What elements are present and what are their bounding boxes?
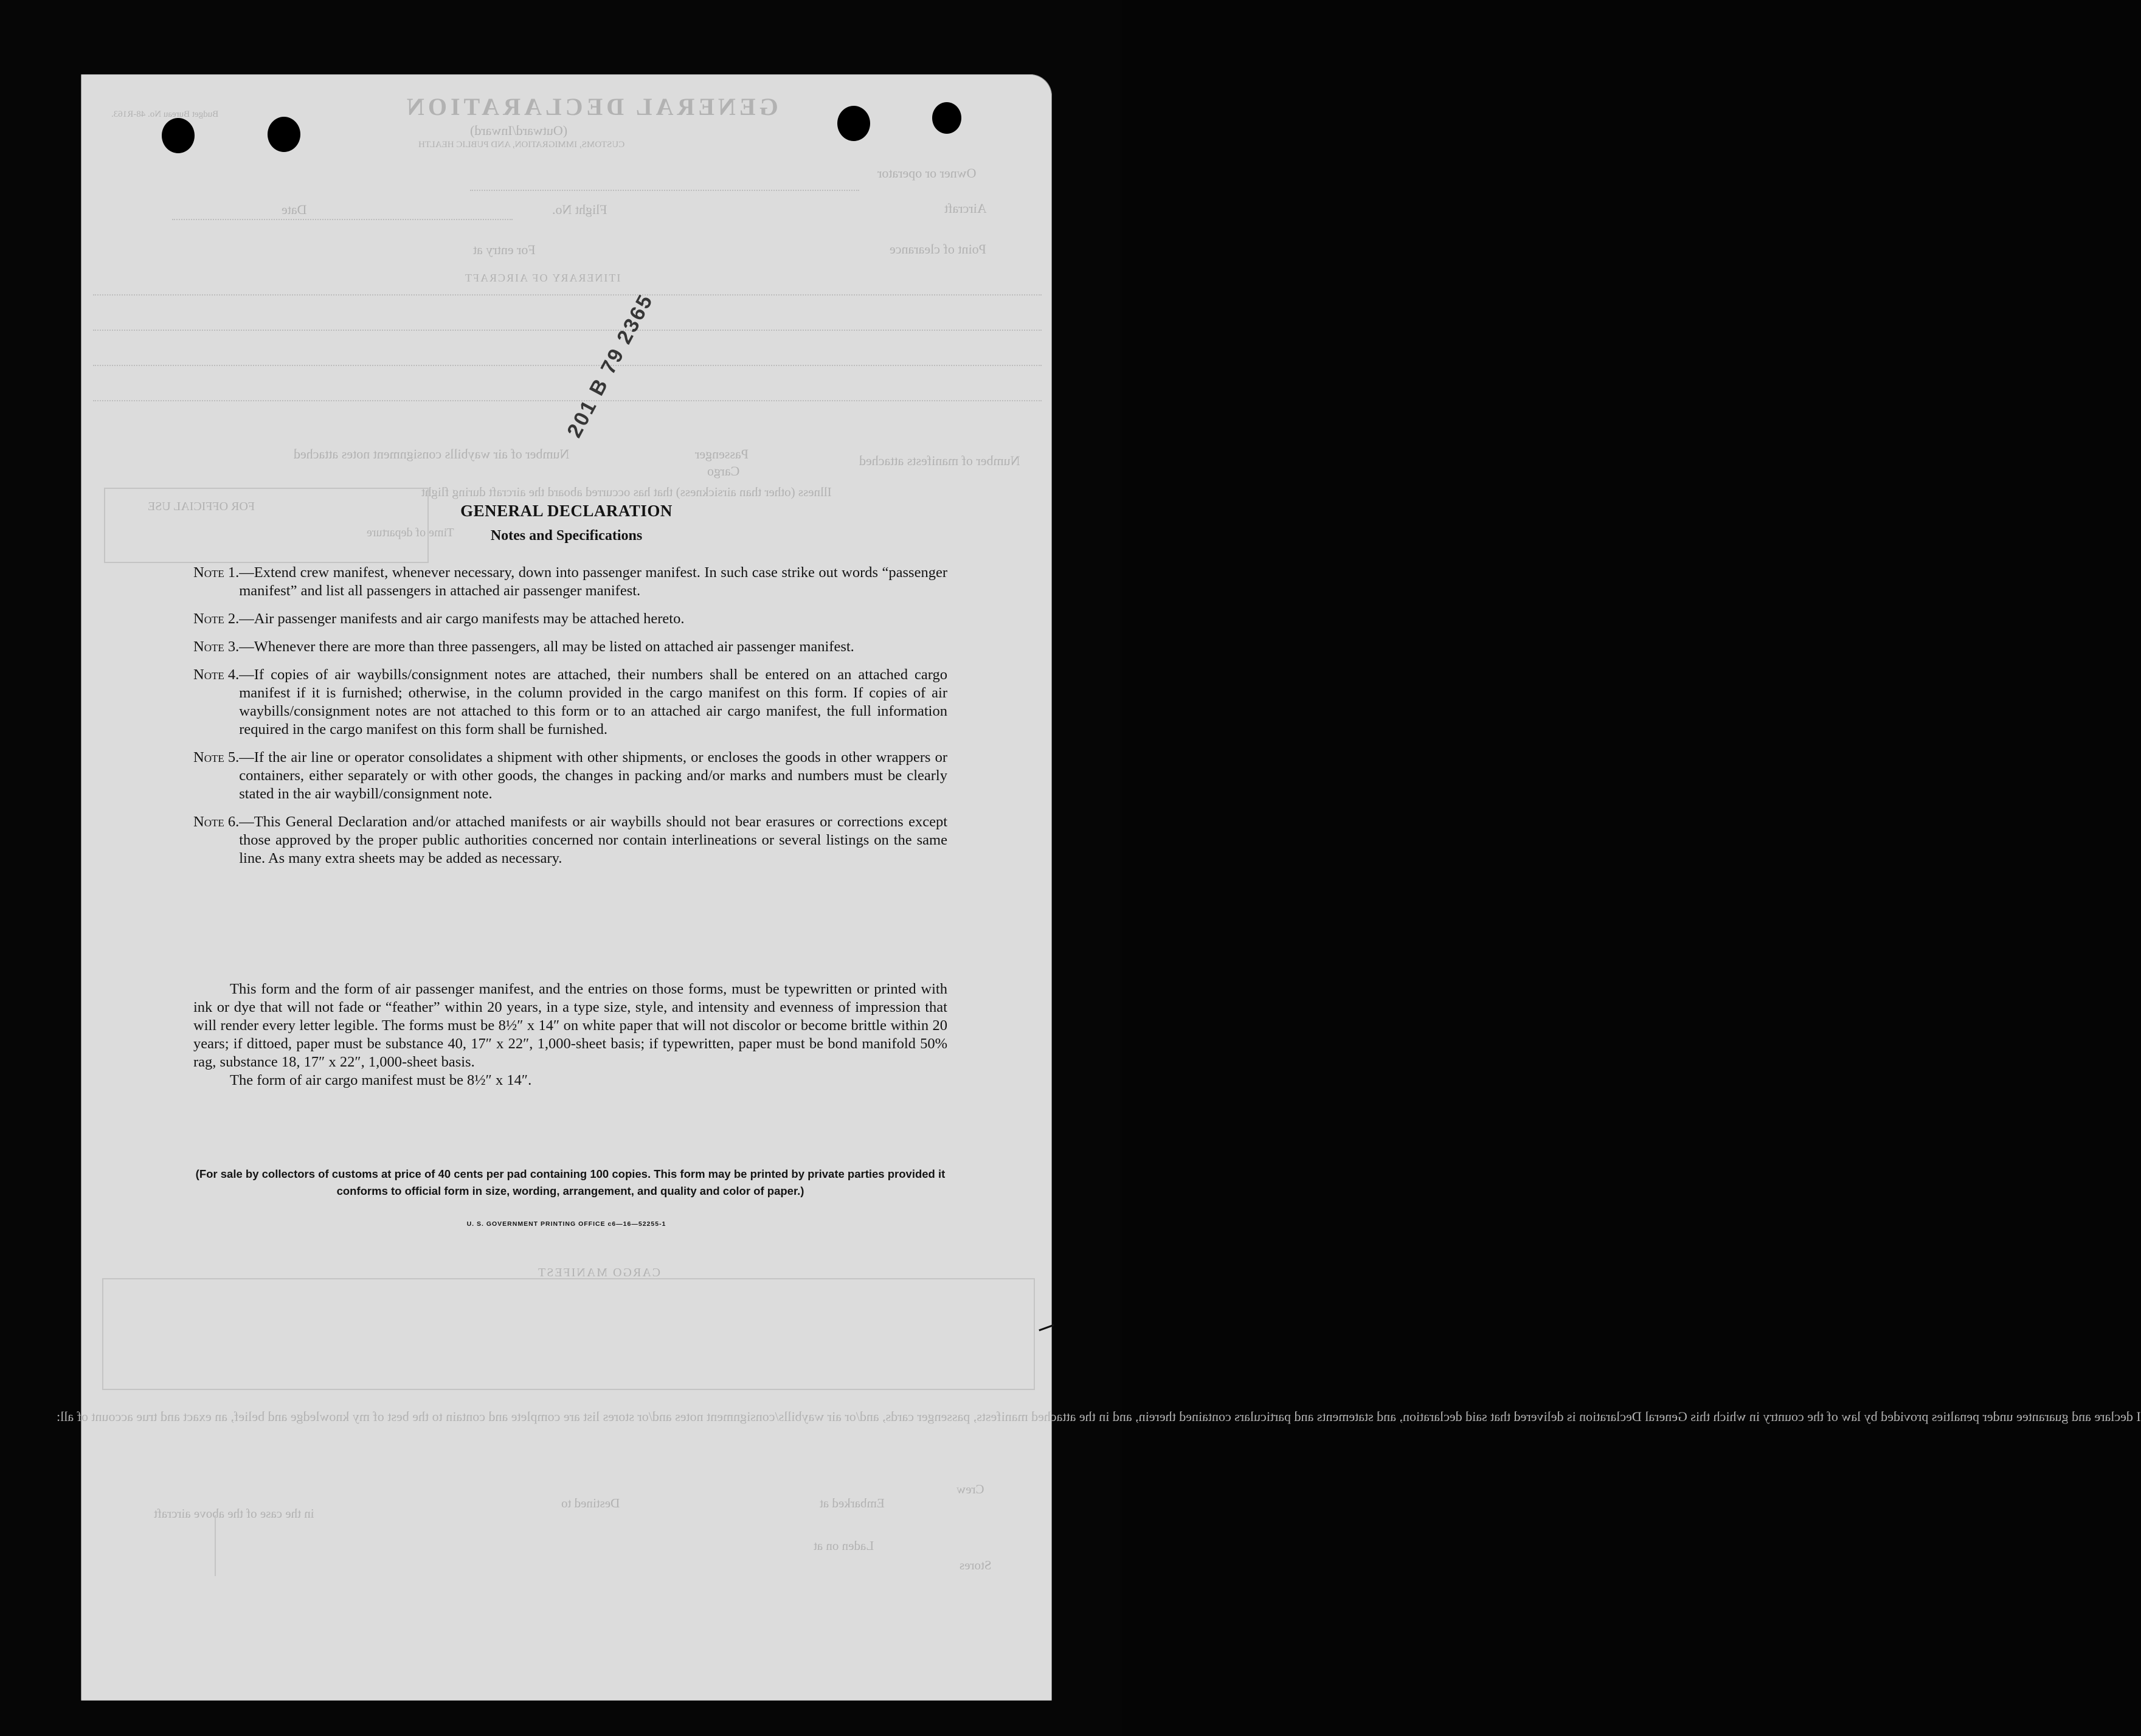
- note-label: Note 3.: [193, 638, 240, 655]
- note-label: Note 4.: [193, 666, 240, 683]
- punch-hole-right: [837, 106, 870, 141]
- ghost-crew-box: [215, 1515, 964, 1576]
- note-label: Note 5.: [193, 749, 240, 766]
- archive-stamp: 201 B 79 2365: [562, 289, 658, 441]
- ghost-rule: [93, 365, 1042, 366]
- ghost-crew: Crew: [956, 1482, 984, 1496]
- ghost-laden: Laden on at: [814, 1538, 874, 1553]
- ghost-rule: [172, 219, 513, 220]
- ghost-waybills: Number of air waybills consignment notes attached: [294, 446, 570, 462]
- note-text: —Extend crew manifest, whenever necessary, down into passenger manifest. In such case strike out words “passenger manifest” and list all passengers in attached air passenger manifest.: [239, 564, 947, 599]
- ghost-case: in the case of the above aircraft: [154, 1506, 314, 1521]
- note-5: [193, 749, 947, 803]
- ghost-heading: GENERAL DECLARATION: [403, 93, 778, 120]
- ghost-stores: Stores: [960, 1558, 992, 1572]
- ghost-budget: Budget Bureau No. 48-R163.: [111, 109, 219, 119]
- title-block: [81, 502, 1052, 544]
- ghost-passenger: Passenger: [695, 446, 749, 462]
- ghost-rule: [93, 330, 1042, 331]
- ghost-departure: Time of departure: [367, 526, 454, 539]
- punch-hole-far-right: [932, 102, 961, 134]
- document-subtitle: Notes and Specifications: [490, 528, 643, 544]
- notes-list: [193, 564, 947, 877]
- note-4: [193, 666, 947, 739]
- form-specification: [193, 980, 947, 1090]
- ghost-aircraft: Aircraft: [944, 201, 987, 216]
- ghost-rule: [93, 294, 1042, 296]
- ghost-date: Date: [282, 202, 307, 217]
- ghost-flight: Flight No.: [552, 202, 607, 217]
- printing-office-line: U. S. GOVERNMENT PRINTING OFFICE c6—16—52255-1: [466, 1220, 666, 1228]
- note-3: [193, 638, 947, 656]
- ghost-illness: Illness (other than airsickness) that has occurred aboard the aircraft during flight: [421, 485, 832, 499]
- document-title: GENERAL DECLARATION: [460, 502, 673, 520]
- ghost-official: FOR OFFICIAL USE: [148, 500, 255, 513]
- note-label: Note 1.: [193, 564, 240, 581]
- note-text: —If copies of air waybills/consignment notes are attached, their numbers shall be entered on an attached cargo manifest if it is furnished; otherwise, in the column provided in the cargo manifest on this form. If copies of air waybills/consignment notes are not attached to this form or to an attached air cargo manifest, the full information required in the cargo manifest on this form shall be furnished.: [239, 666, 947, 738]
- ghost-entry: For entry at: [473, 242, 536, 257]
- ghost-destined: Destined to: [561, 1496, 620, 1510]
- ghost-declaration: I declare and guarantee under penalties provided by law of the country in which this General Declaration is delivered that said declaration, and statements and particulars contained therein, and in the attached manifests, passenger cards, and/or air waybills/consignment notes and/or stores list are complete and contain to the best of my knowledge and belief, an exact and true account of all:: [57, 1409, 2141, 1424]
- note-label: Note 2.: [193, 610, 240, 627]
- ghost-cargo-table: [102, 1278, 1035, 1390]
- note-text: —If the air line or operator consolidates a shipment with other shipments, or encloses the goods in other wrappers or containers, either separately or with other goods, the changes in packing and/or marks and numbers must be clearly stated in the air waybill/consignment note.: [239, 749, 947, 802]
- ghost-rule: [93, 400, 1042, 401]
- note-text: —This General Declaration and/or attached manifests or air waybills should not bear erasures or corrections except those approved by the proper public authorities concerned nor contain interlineations or several listings on the same line. As many extra sheets may be added as necessary.: [239, 814, 947, 866]
- punch-hole-left: [162, 118, 195, 153]
- ghost-embarked: Embarked at: [820, 1496, 885, 1510]
- note-1: [193, 564, 947, 600]
- punch-hole-center: [268, 117, 300, 152]
- note-2: [193, 610, 947, 628]
- ghost-clearance: Point of clearance: [890, 241, 986, 257]
- sale-notice: (For sale by collectors of customs at price of 40 cents per pad containing 100 copies. This form may be printed by private parties provided it conforms to official form in size, wording, arrangement, and quality and color of paper.): [195, 1167, 946, 1197]
- ghost-owner: Owner or operator: [877, 165, 977, 181]
- note-text: —Whenever there are more than three passengers, all may be listed on attached air passenger manifest.: [239, 638, 854, 655]
- ghost-sub2: CUSTOMS, IMMIGRATION, AND PUBLIC HEALTH: [418, 140, 625, 150]
- ghost-cargo: Cargo: [707, 463, 740, 479]
- document-page: [57, 74, 2141, 1701]
- form-paragraph: This form and the form of air passenger manifest, and the entries on those forms, must be typewritten or printed with ink or dye that will not fade or “feather” within 20 years, in a type size, style, and intensity and evenness of impression that will render every letter legible. The forms must be 8½″ x 14″ on white paper that will not discolor or become brittle within 20 years; if dittoed, paper must be substance 40, 17″ x 22″, 1,000-sheet basis; if typewritten, paper must be bond manifold 50% rag, substance 18, 17″ x 22″, 1,000-sheet basis.: [193, 981, 947, 1070]
- note-6: [193, 813, 947, 868]
- note-label: Note 6.: [193, 814, 240, 830]
- ghost-cargo-manifest: CARGO MANIFEST: [537, 1266, 661, 1279]
- ghost-itinerary: ITINERARY OF AIRCRAFT: [464, 272, 621, 284]
- ghost-rule: [470, 190, 859, 191]
- cargo-form-size: The form of air cargo manifest must be 8½″ x 14″.: [230, 1072, 532, 1088]
- edge-mark: [1039, 1324, 1054, 1332]
- note-text: —Air passenger manifests and air cargo manifests may be attached hereto.: [239, 610, 685, 627]
- ghost-manifests: Number of manifests attached: [859, 453, 1020, 468]
- ghost-sub1: (Outward/Inward): [470, 123, 568, 138]
